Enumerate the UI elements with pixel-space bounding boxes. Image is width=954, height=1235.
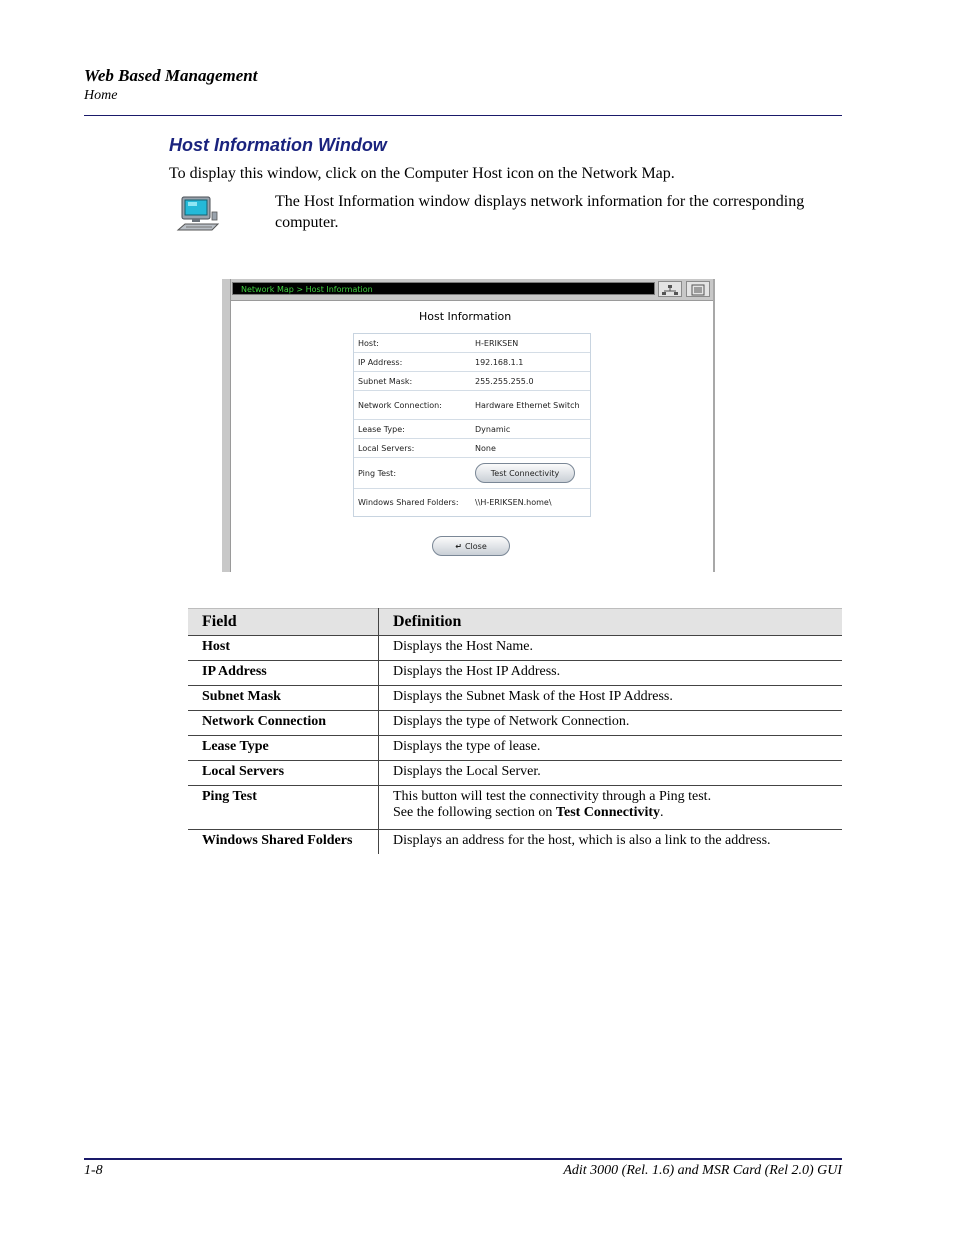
table-row: [354, 391, 590, 420]
field-name: Lease Type: [188, 736, 379, 761]
list-view-icon[interactable]: [686, 281, 710, 297]
table-row: [188, 636, 842, 661]
host-value: H-ERIKSEN: [475, 338, 519, 348]
table-row: [188, 686, 842, 711]
table-row: [188, 736, 842, 761]
row-label: Host:: [358, 338, 379, 348]
field-definition: Displays an address for the host, which is also a link to the address.: [393, 833, 771, 848]
screenshot-right-border: [713, 279, 715, 572]
document-title: Adit 3000 (Rel. 1.6) and MSR Card (Rel 2.0) GUI: [563, 1163, 842, 1178]
section-title: Host Information Window: [169, 135, 387, 155]
table-row: [188, 661, 842, 686]
ping-definition-line2: [393, 805, 842, 821]
field-definition-table: [188, 608, 842, 854]
field-name: Network Connection: [188, 711, 379, 736]
table-row: [188, 711, 842, 736]
field-definition: Displays the type of lease.: [379, 736, 843, 761]
breadcrumb[interactable]: Network Map > Host Information: [232, 282, 655, 295]
row-label: Windows Shared Folders:: [358, 498, 459, 507]
row-label: Subnet Mask:: [358, 376, 413, 386]
field-definition: Displays the Host IP Address.: [379, 661, 843, 686]
field-name: Subnet Mask: [188, 686, 379, 711]
description-text: The Host Information window displays network information for the corresponding computer.: [275, 193, 805, 231]
field-definition: Displays the Local Server.: [379, 761, 843, 786]
close-button-label: Close: [464, 542, 487, 551]
running-header-subtitle: Home: [84, 88, 118, 103]
network-connection-value: Hardware Ethernet Switch: [475, 400, 580, 410]
page-number: 1-8: [84, 1163, 103, 1178]
table-row: [354, 420, 590, 439]
column-header-definition: Definition: [379, 609, 843, 636]
footer-rule: [84, 1158, 842, 1160]
field-name: Ping Test: [188, 786, 379, 830]
ping-test-cell: [471, 458, 590, 488]
field-definition: Displays the type of Network Connection.: [379, 711, 843, 736]
shared-folders-link[interactable]: \\H-ERIKSEN.home\: [475, 498, 552, 507]
table-row: [354, 458, 590, 489]
field-name: IP Address: [188, 661, 379, 686]
table-row: [188, 761, 842, 786]
field-definition: Displays the Host Name.: [379, 636, 843, 661]
host-information-screenshot: [222, 279, 715, 572]
ip-address-value: 192.168.1.1: [475, 357, 524, 367]
row-label: Local Servers:: [358, 443, 415, 453]
table-row: [188, 786, 842, 830]
close-button[interactable]: [432, 536, 510, 556]
ping-definition-prefix: See the following section on: [393, 805, 556, 820]
field-name: Local Servers: [188, 761, 379, 786]
running-header-title: Web Based Management: [84, 66, 258, 85]
row-label: Network Connection:: [358, 400, 442, 410]
table-header-row: [188, 609, 842, 636]
test-connectivity-button[interactable]: Test Connectivity: [475, 463, 575, 483]
row-label: Ping Test:: [358, 468, 397, 478]
host-information-table: [353, 333, 591, 517]
column-header-field: Field: [188, 609, 379, 636]
ping-definition-suffix: .: [660, 805, 664, 820]
ping-definition-line1: This button will test the connectivity through a Ping test.: [393, 789, 712, 804]
row-label: IP Address:: [358, 357, 403, 367]
subnet-mask-value: 255.255.255.0: [475, 376, 534, 386]
table-row: [354, 372, 590, 391]
return-arrow-icon: ↵: [455, 542, 462, 551]
network-map-icon[interactable]: [658, 281, 682, 297]
screenshot-left-border: [222, 279, 231, 572]
table-row: [354, 334, 590, 353]
local-servers-value: None: [475, 443, 496, 453]
lease-type-value: Dynamic: [475, 424, 511, 434]
table-row: [354, 439, 590, 458]
table-row: [354, 489, 590, 516]
header-rule: [84, 115, 842, 116]
computer-host-icon: [176, 194, 222, 234]
test-connectivity-reference: Test Connectivity: [555, 805, 661, 820]
field-name: Host: [188, 636, 379, 661]
table-row: [188, 830, 842, 855]
intro-text: To display this window, click on the Computer Host icon on the Network Map.: [169, 165, 675, 182]
row-label: Lease Type:: [358, 424, 405, 434]
field-name: Windows Shared Folders: [188, 830, 379, 855]
table-row: [354, 353, 590, 372]
field-definition: Displays the Subnet Mask of the Host IP Address.: [379, 686, 843, 711]
host-information-heading: Host Information: [419, 310, 512, 323]
field-definition: [379, 786, 843, 830]
